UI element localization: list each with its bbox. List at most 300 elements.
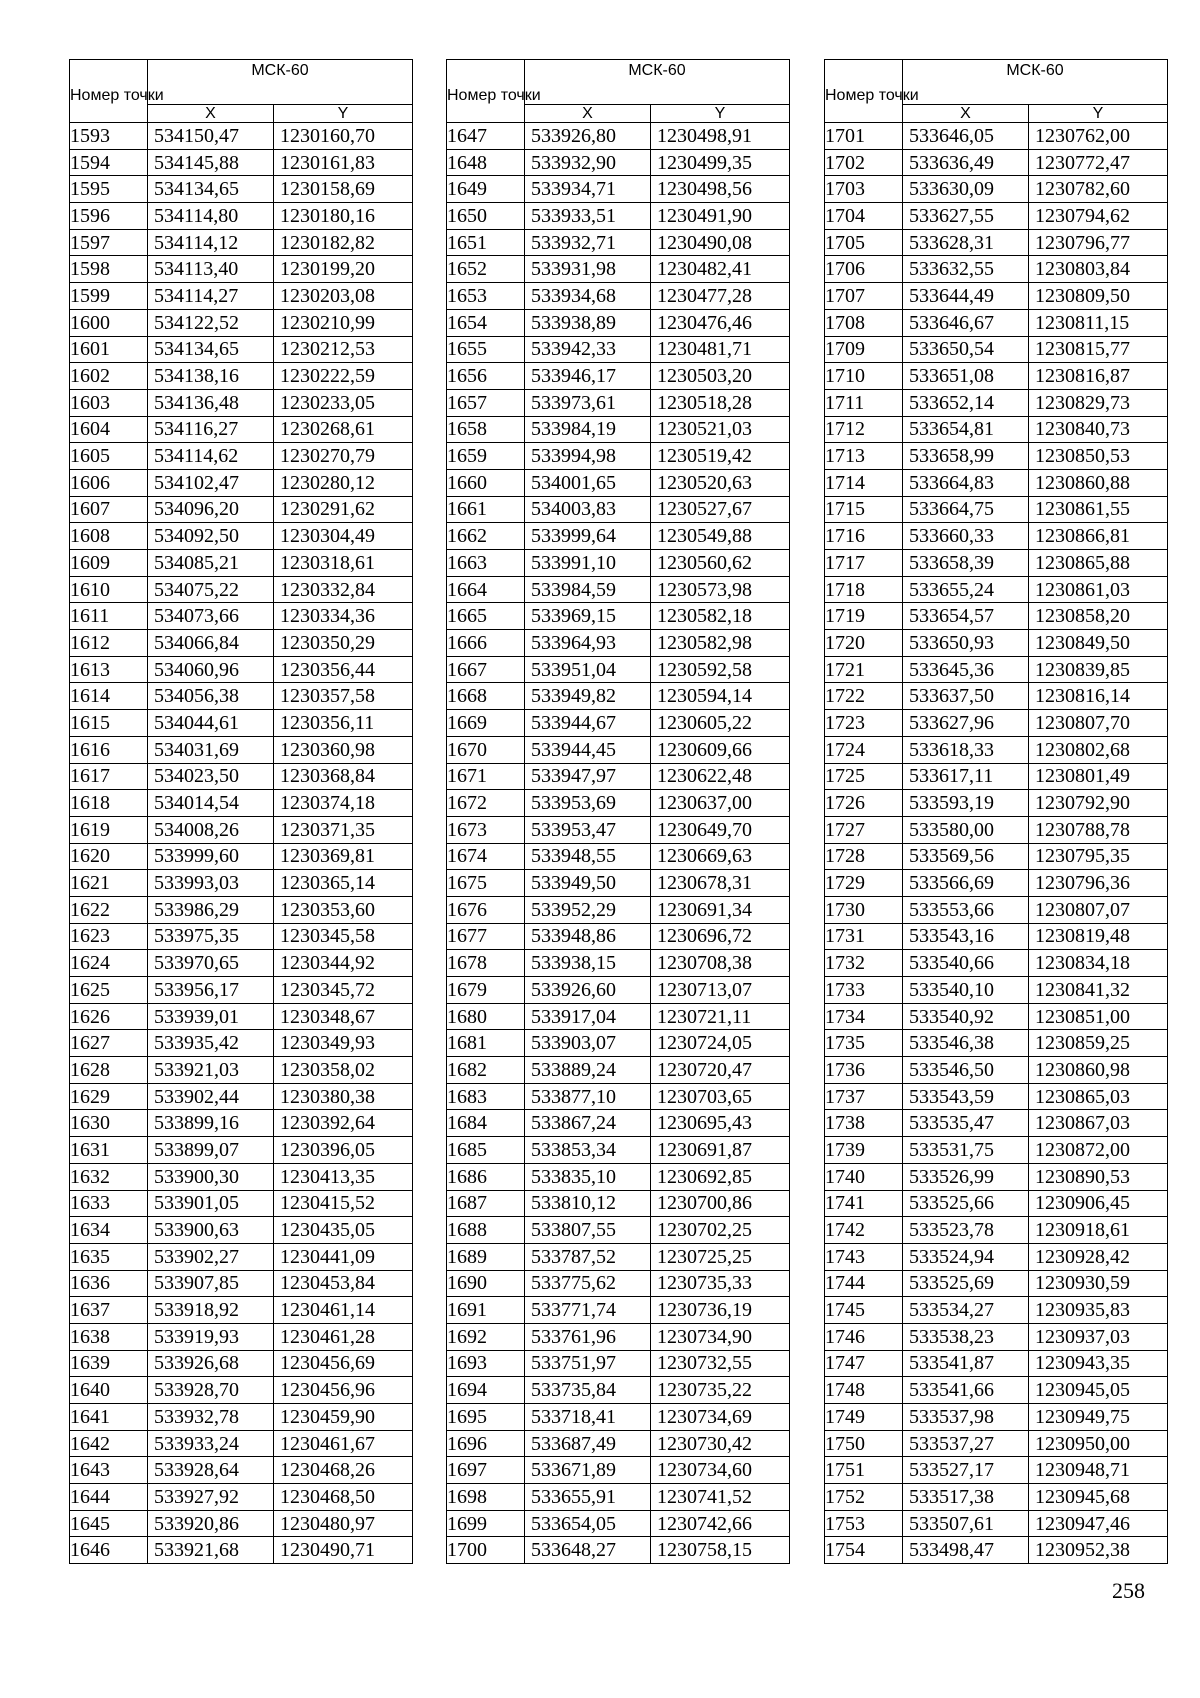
table-row: [70, 1083, 413, 1110]
y-coordinate-cell: 1230441,09: [274, 1243, 413, 1270]
x-coordinate-cell: 533902,27: [148, 1243, 274, 1270]
point-number-cell: 1638: [70, 1323, 148, 1350]
point-number-cell: 1701: [825, 123, 903, 150]
y-coordinate-cell: 1230371,35: [274, 816, 413, 843]
point-number-cell: 1721: [825, 656, 903, 683]
y-coordinate-cell: 1230268,61: [274, 416, 413, 443]
point-number-cell: 1698: [447, 1484, 525, 1511]
x-coordinate-cell: 533546,38: [903, 1030, 1029, 1057]
point-number-cell: 1634: [70, 1217, 148, 1244]
table-row: [70, 1430, 413, 1457]
y-coordinate-cell: 1230477,28: [651, 283, 790, 310]
table-row: [70, 1270, 413, 1297]
coordinates-table-2: [446, 59, 790, 1564]
table-row: [447, 1110, 790, 1137]
x-coordinate-cell: 533531,75: [903, 1137, 1029, 1164]
point-number-cell: 1616: [70, 736, 148, 763]
table-row: [825, 229, 1168, 256]
point-number-cell: 1725: [825, 763, 903, 790]
point-number-cell: 1636: [70, 1270, 148, 1297]
point-number-cell: 1746: [825, 1323, 903, 1350]
x-coordinate-cell: 533687,49: [525, 1430, 651, 1457]
table-row: [447, 1457, 790, 1484]
x-coordinate-cell: 533650,54: [903, 336, 1029, 363]
y-coordinate-cell: 1230860,98: [1029, 1057, 1168, 1084]
x-coordinate-cell: 534114,80: [148, 203, 274, 230]
table-row: [447, 977, 790, 1004]
point-number-cell: 1646: [70, 1537, 148, 1564]
table-row: [825, 256, 1168, 283]
y-coordinate-cell: 1230811,15: [1029, 309, 1168, 336]
x-coordinate-cell: 533946,17: [525, 363, 651, 390]
point-number-cell: 1622: [70, 896, 148, 923]
y-coordinate-cell: 1230459,90: [274, 1404, 413, 1431]
y-coordinate-cell: 1230735,33: [651, 1270, 790, 1297]
x-coordinate-cell: 533917,04: [525, 1003, 651, 1030]
x-coordinate-cell: 533655,91: [525, 1484, 651, 1511]
table-row: [70, 283, 413, 310]
point-number-cell: 1723: [825, 710, 903, 737]
x-coordinate-cell: 533569,56: [903, 843, 1029, 870]
x-header: X: [903, 105, 1029, 123]
table-row: [825, 149, 1168, 176]
point-number-cell: 1739: [825, 1137, 903, 1164]
x-coordinate-cell: 533618,33: [903, 736, 1029, 763]
x-coordinate-cell: 533541,66: [903, 1377, 1029, 1404]
point-number-cell: 1618: [70, 790, 148, 817]
y-coordinate-cell: 1230952,38: [1029, 1537, 1168, 1564]
x-coordinate-cell: 533787,52: [525, 1243, 651, 1270]
point-number-cell: 1705: [825, 229, 903, 256]
table-row: [825, 1137, 1168, 1164]
point-number-cell: 1745: [825, 1297, 903, 1324]
point-number-cell: 1655: [447, 336, 525, 363]
y-coordinate-cell: 1230318,61: [274, 550, 413, 577]
x-coordinate-cell: 533775,62: [525, 1270, 651, 1297]
x-coordinate-cell: 533938,89: [525, 309, 651, 336]
table-row: [447, 1350, 790, 1377]
y-coordinate-cell: 1230345,58: [274, 923, 413, 950]
point-number-cell: 1672: [447, 790, 525, 817]
point-number-cell: 1663: [447, 550, 525, 577]
table-row: [70, 1404, 413, 1431]
x-coordinate-cell: 533899,07: [148, 1137, 274, 1164]
y-coordinate-cell: 1230859,25: [1029, 1030, 1168, 1057]
y-coordinate-cell: 1230199,20: [274, 256, 413, 283]
point-number-cell: 1631: [70, 1137, 148, 1164]
x-coordinate-cell: 533901,05: [148, 1190, 274, 1217]
table-row: [447, 603, 790, 630]
y-coordinate-cell: 1230696,72: [651, 923, 790, 950]
y-coordinate-cell: 1230160,70: [274, 123, 413, 150]
y-coordinate-cell: 1230865,88: [1029, 550, 1168, 577]
y-coordinate-cell: 1230609,66: [651, 736, 790, 763]
x-coordinate-cell: 533932,90: [525, 149, 651, 176]
point-number-header: Номер точки: [447, 60, 525, 123]
y-coordinate-cell: 1230725,25: [651, 1243, 790, 1270]
table-row: [825, 1323, 1168, 1350]
x-coordinate-cell: 534145,88: [148, 149, 274, 176]
table-row: [825, 896, 1168, 923]
y-coordinate-cell: 1230270,79: [274, 443, 413, 470]
point-number-cell: 1676: [447, 896, 525, 923]
x-coordinate-cell: 534085,21: [148, 550, 274, 577]
x-coordinate-cell: 534102,47: [148, 469, 274, 496]
table-row: [447, 576, 790, 603]
point-number-cell: 1640: [70, 1377, 148, 1404]
coordinates-table-1: [69, 59, 413, 1564]
x-coordinate-cell: 533835,10: [525, 1163, 651, 1190]
x-coordinate-cell: 533956,17: [148, 977, 274, 1004]
table-row: [70, 523, 413, 550]
y-coordinate-cell: 1230734,90: [651, 1323, 790, 1350]
y-coordinate-cell: 1230369,81: [274, 843, 413, 870]
y-coordinate-cell: 1230482,41: [651, 256, 790, 283]
y-coordinate-cell: 1230456,69: [274, 1350, 413, 1377]
table-row: [825, 1110, 1168, 1137]
x-coordinate-cell: 533948,55: [525, 843, 651, 870]
y-coordinate-cell: 1230839,85: [1029, 656, 1168, 683]
point-number-cell: 1720: [825, 630, 903, 657]
point-number-cell: 1730: [825, 896, 903, 923]
table-row: [447, 389, 790, 416]
x-coordinate-cell: 533934,68: [525, 283, 651, 310]
y-coordinate-cell: 1230356,44: [274, 656, 413, 683]
x-coordinate-cell: 534150,47: [148, 123, 274, 150]
y-coordinate-cell: 1230928,42: [1029, 1243, 1168, 1270]
point-number-cell: 1722: [825, 683, 903, 710]
x-coordinate-cell: 533718,41: [525, 1404, 651, 1431]
x-coordinate-cell: 533541,87: [903, 1350, 1029, 1377]
point-number-cell: 1749: [825, 1404, 903, 1431]
y-coordinate-cell: 1230947,46: [1029, 1510, 1168, 1537]
y-coordinate-cell: 1230758,15: [651, 1537, 790, 1564]
y-coordinate-cell: 1230782,60: [1029, 176, 1168, 203]
table-row: [825, 1003, 1168, 1030]
y-coordinate-cell: 1230858,20: [1029, 603, 1168, 630]
x-coordinate-cell: 533928,64: [148, 1457, 274, 1484]
point-number-cell: 1617: [70, 763, 148, 790]
y-coordinate-cell: 1230935,83: [1029, 1297, 1168, 1324]
y-coordinate-cell: 1230861,03: [1029, 576, 1168, 603]
point-number-cell: 1740: [825, 1163, 903, 1190]
x-coordinate-cell: 534134,65: [148, 336, 274, 363]
x-coordinate-cell: 533867,24: [525, 1110, 651, 1137]
x-coordinate-cell: 533761,96: [525, 1323, 651, 1350]
y-coordinate-cell: 1230918,61: [1029, 1217, 1168, 1244]
table-row: [70, 1243, 413, 1270]
table-row: [447, 923, 790, 950]
y-coordinate-cell: 1230849,50: [1029, 630, 1168, 657]
x-coordinate-cell: 533984,19: [525, 416, 651, 443]
y-coordinate-cell: 1230180,16: [274, 203, 413, 230]
table-row: [70, 1323, 413, 1350]
y-coordinate-cell: 1230735,22: [651, 1377, 790, 1404]
y-coordinate-cell: 1230233,05: [274, 389, 413, 416]
x-header: X: [525, 105, 651, 123]
y-coordinate-cell: 1230605,22: [651, 710, 790, 737]
x-coordinate-cell: 533537,27: [903, 1430, 1029, 1457]
point-number-cell: 1750: [825, 1430, 903, 1457]
table-row: [825, 1457, 1168, 1484]
y-coordinate-cell: 1230461,67: [274, 1430, 413, 1457]
point-number-cell: 1651: [447, 229, 525, 256]
table-row: [70, 736, 413, 763]
y-coordinate-cell: 1230949,75: [1029, 1404, 1168, 1431]
table-body: [447, 123, 790, 1564]
point-number-cell: 1679: [447, 977, 525, 1004]
y-coordinate-cell: 1230573,98: [651, 576, 790, 603]
table-row: [825, 1057, 1168, 1084]
table-row: [70, 1510, 413, 1537]
point-number-cell: 1619: [70, 816, 148, 843]
table-row: [447, 1510, 790, 1537]
x-coordinate-cell: 534001,65: [525, 469, 651, 496]
x-coordinate-cell: 533543,59: [903, 1083, 1029, 1110]
x-coordinate-cell: 533523,78: [903, 1217, 1029, 1244]
y-coordinate-cell: 1230829,73: [1029, 389, 1168, 416]
y-coordinate-cell: 1230480,97: [274, 1510, 413, 1537]
y-coordinate-cell: 1230943,35: [1029, 1350, 1168, 1377]
point-number-cell: 1689: [447, 1243, 525, 1270]
point-number-cell: 1604: [70, 416, 148, 443]
x-coordinate-cell: 533498,47: [903, 1537, 1029, 1564]
table-row: [447, 283, 790, 310]
y-coordinate-cell: 1230349,93: [274, 1030, 413, 1057]
x-coordinate-cell: 533537,98: [903, 1404, 1029, 1431]
y-coordinate-cell: 1230527,67: [651, 496, 790, 523]
table-row: [70, 763, 413, 790]
y-coordinate-cell: 1230280,12: [274, 469, 413, 496]
x-coordinate-cell: 534134,65: [148, 176, 274, 203]
y-coordinate-cell: 1230801,49: [1029, 763, 1168, 790]
x-coordinate-cell: 533517,38: [903, 1484, 1029, 1511]
point-number-cell: 1751: [825, 1457, 903, 1484]
x-coordinate-cell: 533921,68: [148, 1537, 274, 1564]
table-row: [447, 309, 790, 336]
point-number-cell: 1633: [70, 1190, 148, 1217]
point-number-cell: 1675: [447, 870, 525, 897]
table-row: [70, 630, 413, 657]
y-coordinate-cell: 1230490,08: [651, 229, 790, 256]
y-coordinate-cell: 1230713,07: [651, 977, 790, 1004]
point-number-cell: 1688: [447, 1217, 525, 1244]
y-coordinate-cell: 1230520,63: [651, 469, 790, 496]
point-number-cell: 1696: [447, 1430, 525, 1457]
point-number-cell: 1662: [447, 523, 525, 550]
table-row: [447, 896, 790, 923]
table-body: [825, 123, 1168, 1564]
point-number-cell: 1600: [70, 309, 148, 336]
table-row: [825, 123, 1168, 150]
y-coordinate-cell: 1230461,14: [274, 1297, 413, 1324]
y-coordinate-cell: 1230695,43: [651, 1110, 790, 1137]
table-row: [70, 1163, 413, 1190]
table-row: [70, 923, 413, 950]
x-coordinate-cell: 533877,10: [525, 1083, 651, 1110]
table-row: [825, 790, 1168, 817]
table-row: [447, 1430, 790, 1457]
table-row: [825, 736, 1168, 763]
point-number-cell: 1649: [447, 176, 525, 203]
y-coordinate-cell: 1230702,25: [651, 1217, 790, 1244]
point-number-cell: 1684: [447, 1110, 525, 1137]
point-number-cell: 1612: [70, 630, 148, 657]
x-coordinate-cell: 533546,50: [903, 1057, 1029, 1084]
y-coordinate-cell: 1230481,71: [651, 336, 790, 363]
table-row: [825, 816, 1168, 843]
point-number-cell: 1627: [70, 1030, 148, 1057]
y-coordinate-cell: 1230937,03: [1029, 1323, 1168, 1350]
crs-header: МСК-60: [148, 60, 413, 105]
x-coordinate-cell: 533951,04: [525, 656, 651, 683]
y-coordinate-cell: 1230582,98: [651, 630, 790, 657]
y-coordinate-cell: 1230890,53: [1029, 1163, 1168, 1190]
table-row: [447, 656, 790, 683]
table-row: [447, 496, 790, 523]
table-row: [825, 389, 1168, 416]
y-coordinate-cell: 1230503,20: [651, 363, 790, 390]
point-number-cell: 1656: [447, 363, 525, 390]
point-number-cell: 1602: [70, 363, 148, 390]
x-coordinate-cell: 533540,66: [903, 950, 1029, 977]
y-coordinate-cell: 1230669,63: [651, 843, 790, 870]
x-coordinate-cell: 533927,92: [148, 1484, 274, 1511]
y-coordinate-cell: 1230332,84: [274, 576, 413, 603]
y-coordinate-cell: 1230521,03: [651, 416, 790, 443]
table-row: [70, 1457, 413, 1484]
table-row: [447, 736, 790, 763]
point-number-cell: 1595: [70, 176, 148, 203]
point-number-cell: 1620: [70, 843, 148, 870]
table-row: [447, 1163, 790, 1190]
point-number-cell: 1707: [825, 283, 903, 310]
table-row: [447, 229, 790, 256]
point-number-cell: 1630: [70, 1110, 148, 1137]
x-coordinate-cell: 533617,11: [903, 763, 1029, 790]
y-coordinate-cell: 1230691,34: [651, 896, 790, 923]
crs-header: МСК-60: [903, 60, 1168, 105]
point-number-cell: 1690: [447, 1270, 525, 1297]
table-row: [825, 1350, 1168, 1377]
y-coordinate-cell: 1230802,68: [1029, 736, 1168, 763]
point-number-cell: 1658: [447, 416, 525, 443]
coordinates-table-3: [824, 59, 1168, 1564]
x-coordinate-cell: 534136,48: [148, 389, 274, 416]
point-number-cell: 1734: [825, 1003, 903, 1030]
point-number-cell: 1665: [447, 603, 525, 630]
x-coordinate-cell: 534031,69: [148, 736, 274, 763]
y-coordinate-cell: 1230807,07: [1029, 896, 1168, 923]
x-coordinate-cell: 533953,47: [525, 816, 651, 843]
y-coordinate-cell: 1230815,77: [1029, 336, 1168, 363]
point-number-cell: 1628: [70, 1057, 148, 1084]
point-number-cell: 1700: [447, 1537, 525, 1564]
x-coordinate-cell: 533975,35: [148, 923, 274, 950]
table-row: [825, 203, 1168, 230]
y-coordinate-cell: 1230736,19: [651, 1297, 790, 1324]
table-row: [825, 1190, 1168, 1217]
table-row: [70, 1350, 413, 1377]
point-number-cell: 1596: [70, 203, 148, 230]
y-coordinate-cell: 1230396,05: [274, 1137, 413, 1164]
point-number-cell: 1643: [70, 1457, 148, 1484]
table-row: [70, 416, 413, 443]
table-row: [825, 176, 1168, 203]
point-number-cell: 1671: [447, 763, 525, 790]
x-coordinate-cell: 533918,92: [148, 1297, 274, 1324]
x-coordinate-cell: 533932,71: [525, 229, 651, 256]
y-coordinate-cell: 1230476,46: [651, 309, 790, 336]
table-row: [70, 229, 413, 256]
y-coordinate-cell: 1230498,56: [651, 176, 790, 203]
point-number-cell: 1687: [447, 1190, 525, 1217]
table-row: [825, 1243, 1168, 1270]
table-row: [70, 363, 413, 390]
x-coordinate-cell: 533999,60: [148, 843, 274, 870]
y-coordinate-cell: 1230834,18: [1029, 950, 1168, 977]
y-coordinate-cell: 1230158,69: [274, 176, 413, 203]
y-coordinate-cell: 1230796,77: [1029, 229, 1168, 256]
x-coordinate-cell: 534096,20: [148, 496, 274, 523]
y-coordinate-cell: 1230816,87: [1029, 363, 1168, 390]
table-row: [825, 683, 1168, 710]
table-row: [447, 1217, 790, 1244]
table-row: [825, 1163, 1168, 1190]
point-number-cell: 1614: [70, 683, 148, 710]
y-coordinate-cell: 1230678,31: [651, 870, 790, 897]
table-row: [70, 1057, 413, 1084]
point-number-cell: 1681: [447, 1030, 525, 1057]
point-number-cell: 1598: [70, 256, 148, 283]
table-row: [825, 603, 1168, 630]
y-coordinate-cell: 1230762,00: [1029, 123, 1168, 150]
y-coordinate-cell: 1230724,05: [651, 1030, 790, 1057]
table-row: [447, 1083, 790, 1110]
x-coordinate-cell: 533986,29: [148, 896, 274, 923]
x-coordinate-cell: 533993,03: [148, 870, 274, 897]
point-number-cell: 1667: [447, 656, 525, 683]
x-coordinate-cell: 533970,65: [148, 950, 274, 977]
point-number-cell: 1629: [70, 1083, 148, 1110]
x-coordinate-cell: 533999,64: [525, 523, 651, 550]
point-number-cell: 1664: [447, 576, 525, 603]
table-row: [825, 1217, 1168, 1244]
point-number-cell: 1632: [70, 1163, 148, 1190]
point-number-cell: 1731: [825, 923, 903, 950]
point-number-cell: 1661: [447, 496, 525, 523]
x-coordinate-cell: 533632,55: [903, 256, 1029, 283]
point-number-cell: 1686: [447, 1163, 525, 1190]
x-coordinate-cell: 534008,26: [148, 816, 274, 843]
table-row: [447, 1030, 790, 1057]
x-coordinate-cell: 534003,83: [525, 496, 651, 523]
x-coordinate-cell: 533655,24: [903, 576, 1029, 603]
x-coordinate-cell: 533931,98: [525, 256, 651, 283]
table-row: [70, 977, 413, 1004]
x-coordinate-cell: 533645,36: [903, 656, 1029, 683]
x-coordinate-cell: 533507,61: [903, 1510, 1029, 1537]
y-coordinate-cell: 1230734,60: [651, 1457, 790, 1484]
point-number-cell: 1718: [825, 576, 903, 603]
point-number-cell: 1644: [70, 1484, 148, 1511]
point-number-cell: 1680: [447, 1003, 525, 1030]
point-number-cell: 1728: [825, 843, 903, 870]
x-coordinate-cell: 534056,38: [148, 683, 274, 710]
y-coordinate-cell: 1230549,88: [651, 523, 790, 550]
x-coordinate-cell: 533902,44: [148, 1083, 274, 1110]
x-coordinate-cell: 533900,63: [148, 1217, 274, 1244]
